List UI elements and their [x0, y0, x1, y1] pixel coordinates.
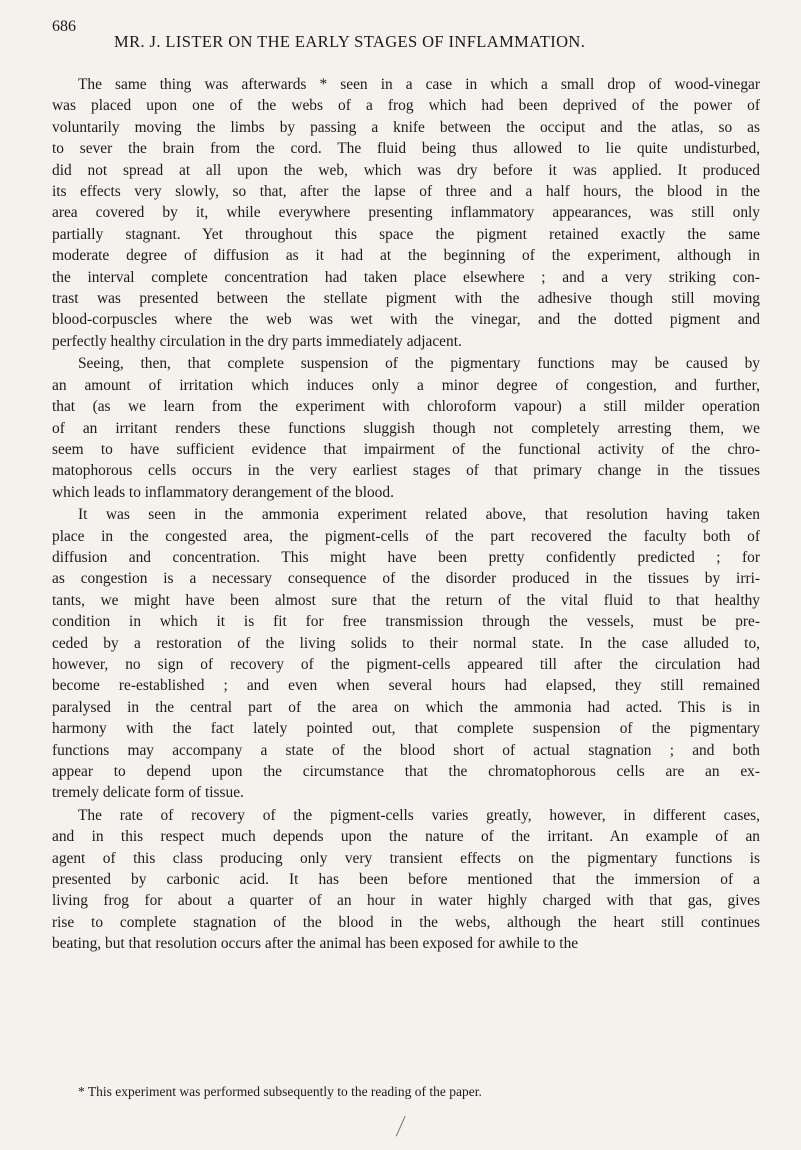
- text-line: partially stagnant. Yet throughout this space the pigment retained exactly the same: [52, 225, 760, 243]
- paragraph: [52, 353, 760, 503]
- text-line: condition in which it is fit for free transmission through the vessels, must be pre-: [52, 613, 760, 631]
- body-text: [52, 74, 760, 955]
- text-line: seem to have sufficient evidence that impairment of the functional activity of the chro-: [52, 440, 760, 458]
- text-line: The same thing was afterwards * seen in a case in which a small drop of wood-vinegar: [78, 76, 760, 93]
- text-line: Seeing, then, that complete suspension of the pigmentary functions may be caused by: [78, 355, 760, 373]
- paragraph: [52, 805, 760, 955]
- text-line: moderate degree of diffusion as it had at the beginning of the experiment, although in: [52, 247, 760, 265]
- text-line: living frog for about a quarter of an hour in water highly charged with that gas, gives: [52, 892, 760, 910]
- text-line: The rate of recovery of the pigment-cells varies greatly, however, in different cases,: [78, 806, 760, 824]
- footnote: * This experiment was performed subsequently to the reading of the paper.: [78, 1084, 482, 1099]
- text-line: the interval complete concentration had taken place elsewhere ; and a very striking con-: [52, 268, 760, 286]
- text-line: did not spread at all upon the web, which was dry before it was applied. It produced: [52, 161, 760, 179]
- text-line: was placed upon one of the webs of a frog which had been deprived of the power of: [52, 97, 760, 115]
- text-line: perfectly healthy circulation in the dry parts immediately adjacent.: [52, 332, 462, 350]
- text-line: as congestion is a necessary consequence of the disorder produced in the tissues by irri-: [52, 570, 760, 588]
- text-line: harmony with the fact lately pointed out, that complete suspension of the pigmentary: [52, 720, 760, 738]
- scan-mark: [396, 1116, 410, 1138]
- text-line: tremely delicate form of tissue.: [52, 784, 244, 802]
- text-line: area covered by it, while everywhere presenting inflammatory appearances, was still only: [52, 204, 760, 222]
- running-head: [52, 18, 761, 56]
- text-line: It was seen in the ammonia experiment related above, that resolution having taken: [78, 506, 760, 524]
- text-line: and in this respect much depends upon the nature of the irritant. An example of an: [52, 828, 760, 846]
- text-line: rise to complete stagnation of the blood in the webs, although the heart still continues: [52, 913, 760, 931]
- text-line: that (as we learn from the experiment with chloroform vapour) a still milder operation: [52, 398, 760, 416]
- text-line: ceded by a restoration of the living solids to their normal state. In the case alluded to,: [52, 634, 760, 652]
- page-number: 686: [52, 18, 76, 35]
- text-line: tants, we might have been almost sure that the return of the vital fluid to that healthy: [52, 591, 760, 609]
- text-line: to sever the brain from the cord. The fluid being thus allowed to lie quite undisturbed,: [52, 140, 760, 158]
- text-line: its effects very slowly, so that, after the lapse of three and a half hours, the blood in the: [52, 183, 760, 201]
- text-line: trast was presented between the stellate pigment with the adhesive though still moving: [52, 290, 760, 308]
- text-line: voluntarily moving the limbs by passing a knife between the occiput and the atlas, so as: [52, 118, 760, 136]
- text-line: presented by carbonic acid. It has been before mentioned that the immersion of a: [52, 871, 760, 889]
- running-title: MR. J. LISTER ON THE EARLY STAGES OF INFLAMMATION.: [114, 32, 586, 51]
- text-line: become re-established ; and even when several hours had elapsed, they still remained: [52, 677, 760, 695]
- text-line: matophorous cells occurs in the very earliest stages of that primary change in the tissues: [52, 462, 760, 480]
- text-line: place in the congested area, the pigment-cells of the part recovered the faculty both of: [52, 527, 760, 545]
- text-line: blood-corpuscles where the web was wet with the vinegar, and the dotted pigment and: [52, 311, 760, 329]
- text-line: paralysed in the central part of the area on which the ammonia had acted. This is in: [52, 698, 760, 716]
- text-line: diffusion and concentration. This might have been pretty confidently predicted ; for: [52, 548, 760, 566]
- paragraph: [52, 74, 760, 352]
- text-line: beating, but that resolution occurs after the animal has been exposed for awhile to the: [52, 935, 579, 953]
- text-line: an amount of irritation which induces only a minor degree of congestion, and further,: [52, 376, 760, 394]
- paragraph: [52, 504, 760, 804]
- text-line: however, no sign of recovery of the pigment-cells appeared till after the circulation had: [52, 655, 760, 673]
- text-line: appear to depend upon the circumstance that the chromatophorous cells are an ex-: [52, 763, 760, 780]
- text-line: of an irritant renders these functions sluggish though not completely arresting them, we: [52, 419, 760, 437]
- text-line: functions may accompany a state of the blood short of actual stagnation ; and both: [52, 741, 760, 759]
- text-line: agent of this class producing only very transient effects on the pigmentary functions is: [52, 849, 760, 867]
- text-line: which leads to inflammatory derangement of the blood.: [52, 483, 394, 501]
